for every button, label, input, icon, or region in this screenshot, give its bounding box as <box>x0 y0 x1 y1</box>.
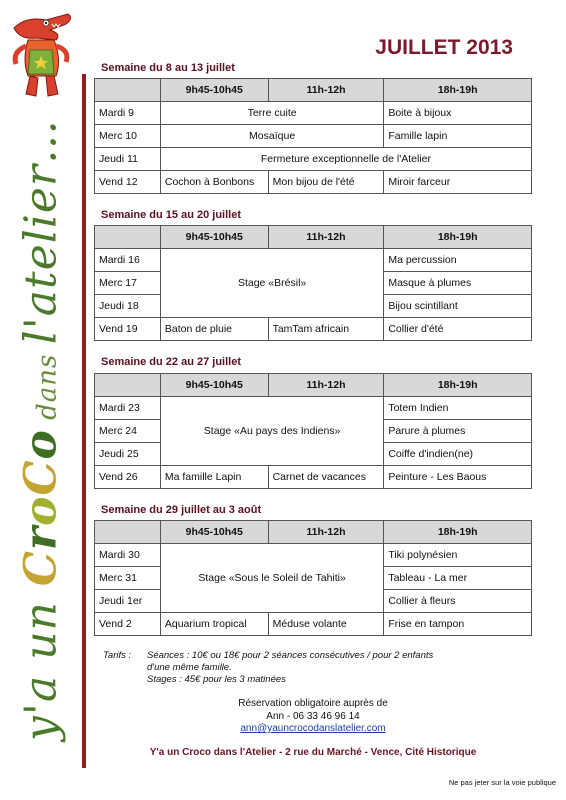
pricing-label: Tarifs : <box>103 650 132 661</box>
activity-cell: Ma percussion <box>384 249 532 272</box>
column-header: 11h-12h <box>268 521 384 544</box>
table-row <box>95 544 532 567</box>
table-header-row <box>95 521 532 544</box>
activity-cell: Coiffe d'indien(ne) <box>384 443 532 466</box>
day-cell: Merc 10 <box>95 125 161 148</box>
day-cell: Vend 26 <box>95 466 161 489</box>
day-cell: Mardi 23 <box>95 397 161 420</box>
column-header: 9h45-10h45 <box>160 226 268 249</box>
day-cell: Merc 17 <box>95 272 161 295</box>
crocodile-mascot-logo <box>6 10 78 102</box>
table-row <box>95 249 532 272</box>
day-cell: Vend 19 <box>95 318 161 341</box>
schedule-table-week-4 <box>94 520 532 636</box>
column-header: 9h45-10h45 <box>160 79 268 102</box>
activity-cell: Frise en tampon <box>384 613 532 636</box>
activity-cell: Carnet de vacances <box>268 466 384 489</box>
activity-cell: Collier d'été <box>384 318 532 341</box>
table-row <box>95 125 532 148</box>
day-cell: Jeudi 25 <box>95 443 161 466</box>
schedule-table-week-1 <box>94 78 532 194</box>
column-header <box>95 79 161 102</box>
column-header <box>95 374 161 397</box>
column-header: 9h45-10h45 <box>160 374 268 397</box>
footer-note: Ne pas jeter sur la voie publique <box>448 778 556 787</box>
day-cell: Merc 24 <box>95 420 161 443</box>
day-cell: Mardi 16 <box>95 249 161 272</box>
reservation-info <box>94 698 532 736</box>
column-header <box>95 521 161 544</box>
activity-cell: Boite à bijoux <box>384 102 532 125</box>
table-row <box>95 148 532 171</box>
column-header: 11h-12h <box>268 79 384 102</box>
day-cell: Vend 12 <box>95 171 161 194</box>
pricing-info <box>103 650 433 686</box>
schedule-table-week-2 <box>94 225 532 341</box>
activity-cell: Tiki polynésien <box>384 544 532 567</box>
activity-cell: Parure à plumes <box>384 420 532 443</box>
table-header-row <box>95 79 532 102</box>
stage-cell: Stage «Brésil» <box>160 249 383 318</box>
table-row <box>95 102 532 125</box>
column-header: 11h-12h <box>268 374 384 397</box>
week-heading: Semaine du 29 juillet au 3 août <box>101 504 262 516</box>
table-row <box>95 318 532 341</box>
address-line: Y'a un Croco dans l'Atelier - 2 rue du Marché - Vence, Cité Historique <box>149 747 477 758</box>
activity-cell: Tableau - La mer <box>384 567 532 590</box>
activity-cell: Baton de pluie <box>160 318 268 341</box>
stage-cell: Stage «Sous le Soleil de Tahiti» <box>160 544 383 613</box>
table-row <box>95 171 532 194</box>
day-cell: Vend 2 <box>95 613 161 636</box>
day-cell: Mardi 9 <box>95 102 161 125</box>
table-row <box>95 397 532 420</box>
reservation-text: Réservation obligatoire auprès de <box>238 698 388 709</box>
activity-cell: Cochon à Bonbons <box>160 171 268 194</box>
activity-cell: Méduse volante <box>268 613 384 636</box>
day-cell: Jeudi 1er <box>95 590 161 613</box>
column-header: 18h-19h <box>384 79 532 102</box>
day-cell: Jeudi 18 <box>95 295 161 318</box>
activity-cell: Peinture - Les Baous <box>384 466 532 489</box>
column-header: 18h-19h <box>384 521 532 544</box>
table-header-row <box>95 226 532 249</box>
activity-cell: Mon bijou de l'été <box>268 171 384 194</box>
brand-wordmark: y'a un CroCo dans l'atelier… <box>15 119 67 741</box>
closure-cell: Fermeture exceptionnelle de l'Atelier <box>160 148 531 171</box>
pricing-line: d'une même famille. <box>147 662 232 673</box>
column-header: 18h-19h <box>384 374 532 397</box>
week-heading: Semaine du 8 au 13 juillet <box>101 62 235 74</box>
activity-cell: Totem Indien <box>384 397 532 420</box>
pricing-line: Séances : 10€ ou 18€ pour 2 séances consécutives / pour 2 enfants <box>147 650 434 661</box>
activity-cell: Miroir farceur <box>384 171 532 194</box>
column-header <box>95 226 161 249</box>
table-row <box>95 466 532 489</box>
week-heading: Semaine du 15 au 20 juillet <box>101 209 241 221</box>
column-header: 9h45-10h45 <box>160 521 268 544</box>
pricing-line: Stages : 45€ pour les 3 matinées <box>147 674 286 685</box>
activity-cell: Aquarium tropical <box>160 613 268 636</box>
activity-cell: Terre cuite <box>160 102 383 125</box>
activity-cell: Famille lapin <box>384 125 532 148</box>
week-heading: Semaine du 22 au 27 juillet <box>101 356 241 368</box>
stage-cell: Stage «Au pays des Indiens» <box>160 397 383 466</box>
email-link[interactable]: ann@yauncrocodanslatelier.com <box>240 723 386 734</box>
activity-cell: Collier à fleurs <box>384 590 532 613</box>
activity-cell: Mosaïque <box>160 125 383 148</box>
day-cell: Mardi 30 <box>95 544 161 567</box>
contact-phone: Ann - 06 33 46 96 14 <box>266 710 360 722</box>
activity-cell: Bijou scintillant <box>384 295 532 318</box>
day-cell: Jeudi 11 <box>95 148 161 171</box>
page-title: JUILLET 2013 <box>375 36 513 59</box>
table-header-row <box>95 374 532 397</box>
activity-cell: Ma famille Lapin <box>160 466 268 489</box>
brand-sidebar <box>0 0 82 800</box>
activity-cell: TamTam africain <box>268 318 384 341</box>
column-header: 11h-12h <box>268 226 384 249</box>
activity-cell: Masque à plumes <box>384 272 532 295</box>
column-header: 18h-19h <box>384 226 532 249</box>
table-row <box>95 613 532 636</box>
day-cell: Merc 31 <box>95 567 161 590</box>
vertical-divider <box>82 74 86 768</box>
schedule-table-week-3 <box>94 373 532 489</box>
